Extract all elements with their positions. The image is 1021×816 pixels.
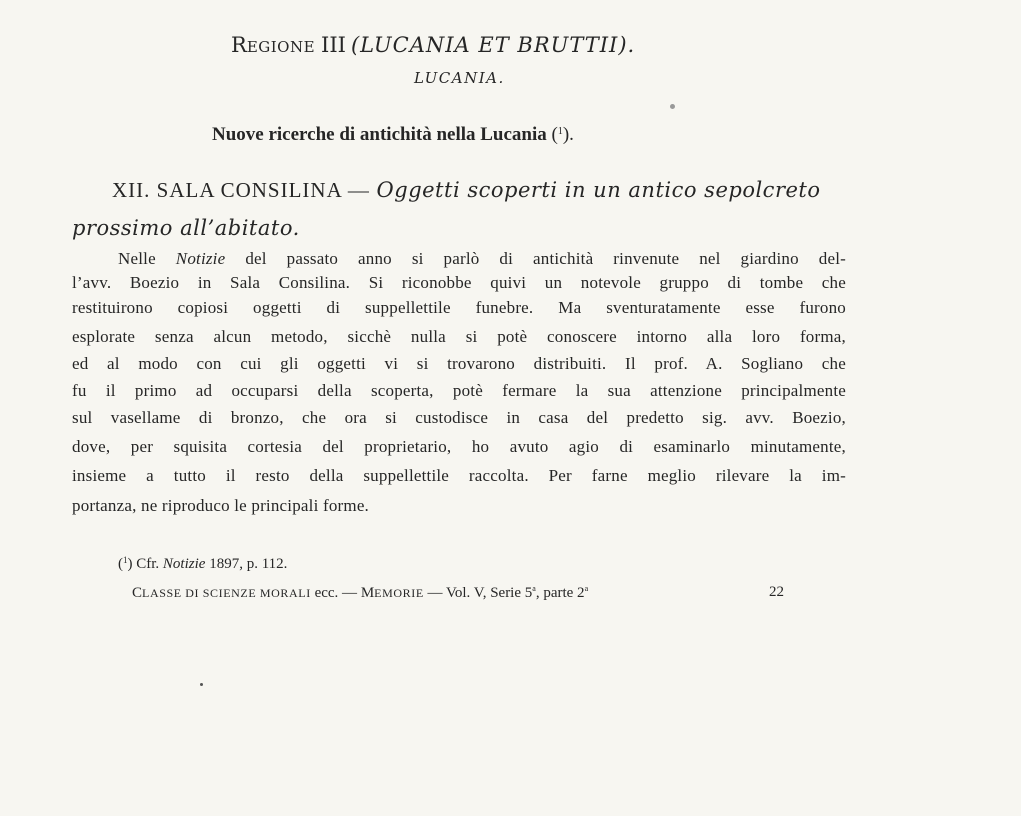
title-footnote-ref[interactable]: ($^1$).	[551, 124, 574, 145]
region-subtitle: (LUCANIA ET BRUTTII).	[350, 33, 636, 57]
section-subtitle-part1: Oggetti scoperti in un antico sepolcreto	[376, 178, 821, 202]
article-title	[212, 125, 574, 144]
section-subtitle-part2: prossimo all’abitato.	[72, 216, 300, 240]
subregion-heading: LUCANIA.	[414, 69, 505, 87]
body-line: ed al modo con cui gli oggetti vi si trovarono distribuiti. Il prof. A. Sogliano che	[72, 354, 846, 373]
article-title-text: Nuove ricerche di antichità nella Lucania	[212, 124, 547, 145]
region-prefix-smallcaps: EGIONE	[246, 38, 316, 56]
section-heading	[112, 180, 821, 201]
scan-speck	[670, 104, 675, 109]
region-prefix: R	[231, 33, 247, 57]
region-heading	[231, 35, 635, 56]
body-line: esplorate senza alcun metodo, sicchè nulla si potè conoscere intorno alla loro forma,	[72, 327, 846, 346]
footnote-rest: 1897, p. 112.	[209, 556, 288, 572]
body-line: Nelle Notizie del passato anno si parlò di antichità rinvenute nel giardino del-	[118, 249, 846, 268]
region-number: III	[321, 33, 346, 57]
body-line: sul vasellame di bronzo, che ora si custodisce in casa del predetto sig. avv. Boezio,	[72, 408, 846, 427]
body-line: restituirono copiosi oggetti di suppellettile funebre. Ma sventuratamente esse furono	[72, 298, 846, 317]
scan-speck	[200, 683, 203, 686]
body-line: dove, per squisita cortesia del proprietario, ho avuto agio di esaminarlo minutamente,	[72, 437, 846, 456]
body-line: portanza, ne riproduco le principali forme.	[72, 496, 370, 515]
body-line: insieme a tutto il resto della suppellettile raccolta. Per farne meglio rilevare la im-	[72, 466, 846, 485]
body-line: l’avv. Boezio in Sala Consilina. Si riconobbe quivi un notevole gruppo di tombe che	[72, 273, 846, 292]
body-line: fu il primo ad occuparsi della scoperta, potè fermare la sua attenzione principalmente	[72, 381, 846, 400]
page-footer: CLASSE DI SCIENZE MORALI ecc. — MEMORIE — Vol. V, Serie 5$^a$, parte 2$^a$	[132, 584, 589, 601]
footnote: ($^1$) Cfr. Notizie 1897, p. 112.	[118, 555, 288, 572]
page-number: 22	[769, 584, 784, 600]
section-number-title: XII. SALA CONSILINA —	[112, 178, 370, 202]
footnote-italic: Notizie	[162, 556, 206, 572]
body-italic: Notizie	[175, 249, 226, 268]
